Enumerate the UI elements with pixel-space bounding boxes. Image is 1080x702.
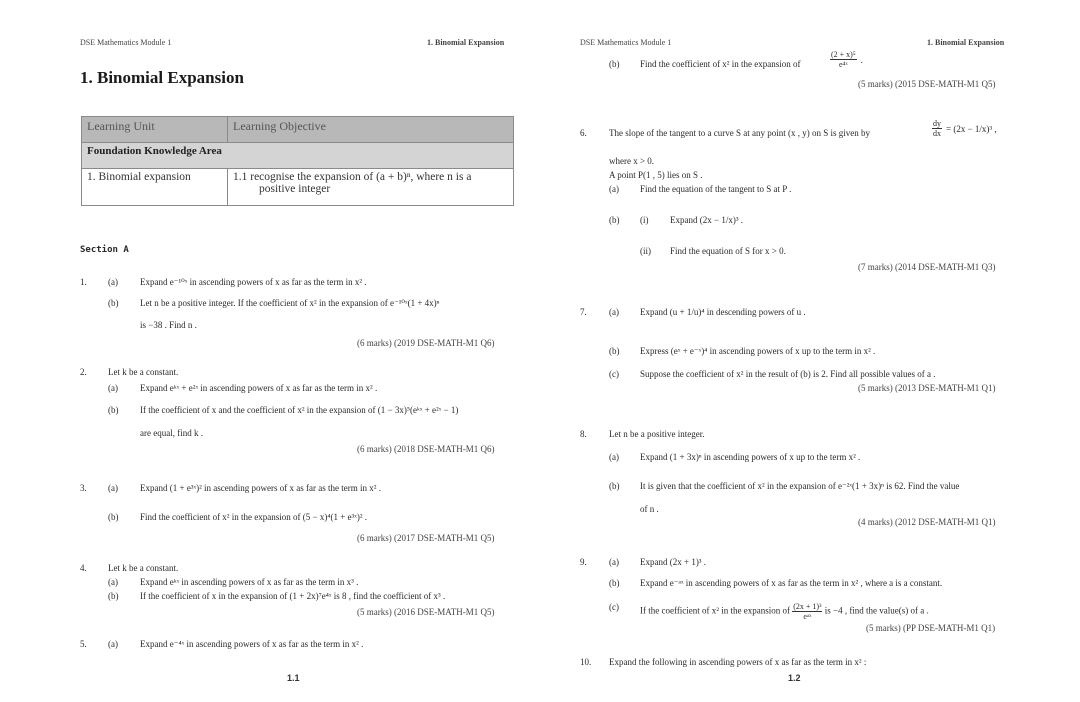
q4-number: 4. <box>80 563 87 573</box>
unit-cell: 1. Binomial expansion <box>82 169 228 206</box>
q1b-text2: is −38 . Find n . <box>140 320 197 330</box>
q3a-text: Expand (1 + e³ˣ)² in ascending powers of x as far as the term in x² . <box>140 483 381 493</box>
q9c-line <box>640 602 929 621</box>
q6bii-text: Find the equation of S for x > 0. <box>670 246 786 256</box>
q6a-label: (a) <box>609 184 619 194</box>
q4b-fraction: $\frac{\text{(2 + x)⁵}}{\text{e⁴ˣ}}$ . <box>831 50 863 69</box>
q1-marks: (6 marks) (2019 DSE-MATH-M1 Q6) <box>357 338 495 348</box>
q9b-text: Expand e⁻ᵃˣ in ascending powers of x as far as the term in x² , where a is a constant. <box>640 578 943 588</box>
q4b-frac-num: (2 + x)⁵ <box>831 50 856 59</box>
col-learning-objective: Learning Objective <box>228 117 514 143</box>
q8a-text: Expand (1 + 3x)ⁿ in ascending powers of x up to the term x² . <box>640 452 861 462</box>
q6a-text: Find the equation of the tangent to S at P . <box>640 184 792 194</box>
page-number: 1.1 <box>287 673 300 683</box>
q4b-label: (b) <box>108 591 119 601</box>
q3a-label: (a) <box>108 483 118 493</box>
col-learning-unit: Learning Unit <box>82 117 228 143</box>
q6-derivative <box>932 119 997 138</box>
q1a-label: (a) <box>108 277 118 287</box>
q8b-text: It is given that the coefficient of x² in the expansion of e⁻²ˣ(1 + 3x)ⁿ is 62. Find the value <box>640 481 960 491</box>
q6-marks: (7 marks) (2014 DSE-MATH-M1 Q3) <box>858 262 996 272</box>
q3b-label: (b) <box>108 512 119 522</box>
q4b-text: Find the coefficient of x² in the expansion of <box>640 59 801 69</box>
page-title: 1. Binomial Expansion <box>80 68 244 87</box>
q6-dy: dy <box>933 119 941 128</box>
header-right: 1. Binomial Expansion <box>427 38 505 47</box>
q7-marks: (5 marks) (2013 DSE-MATH-M1 Q1) <box>858 383 996 393</box>
knowledge-area: Foundation Knowledge Area <box>82 143 514 169</box>
learning-unit-table <box>81 116 514 206</box>
q6-point: A point P(1 , 5) lies on S . <box>609 170 703 180</box>
q9a-text: Expand (2x + 1)³ . <box>640 557 707 567</box>
q6b-label: (b) <box>609 215 620 225</box>
q9c-text-pre: If the coefficient of x² in the expansion of <box>640 605 790 616</box>
q9c-text-post: is −4 , find the value(s) of a . <box>824 605 929 616</box>
q1b-label: (b) <box>108 298 119 308</box>
q9c-frac-num: (2x + 1)³ <box>793 602 822 611</box>
q2b-text: If the coefficient of x and the coefficient of x² in the expansion of (1 − 3x)⁵(eᵏˣ + e²ˣ − 1) <box>140 405 459 415</box>
q10-text: Expand the following in ascending powers of x as far as the term in x² : <box>609 657 867 667</box>
q2-intro: Let k be a constant. <box>108 367 179 377</box>
q9c-label: (c) <box>609 602 619 612</box>
objective-line1: 1.1 recognise the expansion of (a + b)ⁿ, where n is a <box>233 171 472 183</box>
q6-dx: dx <box>933 129 941 138</box>
q6bi-label: (i) <box>640 215 649 225</box>
q9-marks: (5 marks) (PP DSE-MATH-M1 Q1) <box>866 623 996 633</box>
q6-number: 6. <box>580 128 587 138</box>
q1a-text: Expand e⁻¹⁰ˣ in ascending powers of x as far as the term in x² . <box>140 277 367 287</box>
q8-number: 8. <box>580 429 587 439</box>
q9a-label: (a) <box>609 557 619 567</box>
q3-number: 3. <box>80 483 87 493</box>
q6bi-text: Expand (2x − 1/x)³ . <box>670 215 744 225</box>
q7-number: 7. <box>580 307 587 317</box>
q9b-label: (b) <box>609 578 620 588</box>
q5a-text: Expand e⁻⁴ˣ in ascending powers of x as far as the term in x² . <box>140 639 364 649</box>
q2-marks: (6 marks) (2018 DSE-MATH-M1 Q6) <box>357 444 495 454</box>
q6bii-label: (ii) <box>640 246 651 256</box>
q2a-text: Expand eᵏˣ + e²ˣ in ascending powers of x as far as the term in x² . <box>140 383 378 393</box>
q4b-marks: (5 marks) (2015 DSE-MATH-M1 Q5) <box>858 79 996 89</box>
right-page <box>540 0 1080 702</box>
q6-rhs: = (2x − 1/x)³ , <box>946 124 997 135</box>
page-number: 1.2 <box>788 673 801 683</box>
q9-number: 9. <box>580 557 587 567</box>
q4a-label: (a) <box>108 577 118 587</box>
q9c-frac-den: eᵃˣ <box>803 612 812 621</box>
q4a-text: Expand eᵏˣ in ascending powers of x as far as the term in x³ . <box>140 577 359 587</box>
q6-text: The slope of the tangent to a curve S at any point (x , y) on S is given by <box>609 128 870 138</box>
header-left: DSE Mathematics Module 1 <box>80 38 172 47</box>
q8b-label: (b) <box>609 481 620 491</box>
q6-where: where x > 0. <box>609 156 655 166</box>
header-right: 1. Binomial Expansion <box>927 38 1005 47</box>
q7b-label: (b) <box>609 346 620 356</box>
objective-cell <box>228 169 514 206</box>
q4-marks: (5 marks) (2016 DSE-MATH-M1 Q5) <box>357 607 495 617</box>
q8a-label: (a) <box>609 452 619 462</box>
q3b-text: Find the coefficient of x² in the expansion of (5 − x)⁴(1 + e³ˣ)² . <box>140 512 368 522</box>
q1b-text: Let n be a positive integer. If the coefficient of x² in the expansion of e⁻¹⁰ˣ(1 + 4x)ⁿ <box>140 298 440 308</box>
q2a-label: (a) <box>108 383 118 393</box>
q8-intro: Let n be a positive integer. <box>609 429 705 439</box>
q7c-text: Suppose the coefficient of x² in the result of (b) is 2. Find all possible values of a . <box>640 369 936 379</box>
q7a-label: (a) <box>609 307 619 317</box>
q4b-text: If the coefficient of x in the expansion of (1 + 2x)⁷e⁴ˣ is 8 , find the coefficient of x³ . <box>140 591 446 601</box>
objective-line2: positive integer <box>259 183 331 195</box>
q1-number: 1. <box>80 277 87 287</box>
q7a-text: Expand (u + 1/u)⁴ in descending powers of u . <box>640 307 806 317</box>
q8b-text2: of n . <box>640 504 659 514</box>
q4-intro: Let k be a constant. <box>108 563 179 573</box>
q2-number: 2. <box>80 367 87 377</box>
q7b-text: Express (eˣ + e⁻ˣ)⁴ in ascending powers of x up to the term in x² . <box>640 346 876 356</box>
q10-number: 10. <box>580 657 592 667</box>
q5a-label: (a) <box>108 639 118 649</box>
q2b-text2: are equal, find k . <box>140 428 203 438</box>
q8-marks: (4 marks) (2012 DSE-MATH-M1 Q1) <box>858 517 996 527</box>
q7c-label: (c) <box>609 369 619 379</box>
q3-marks: (6 marks) (2017 DSE-MATH-M1 Q5) <box>357 533 495 543</box>
header-left: DSE Mathematics Module 1 <box>580 38 672 47</box>
q5-number: 5. <box>80 639 87 649</box>
section-heading: Section A <box>80 245 129 255</box>
q4b-label: (b) <box>609 59 620 69</box>
q4b-frac-den: e⁴ˣ <box>838 60 848 69</box>
q2b-label: (b) <box>108 405 119 415</box>
